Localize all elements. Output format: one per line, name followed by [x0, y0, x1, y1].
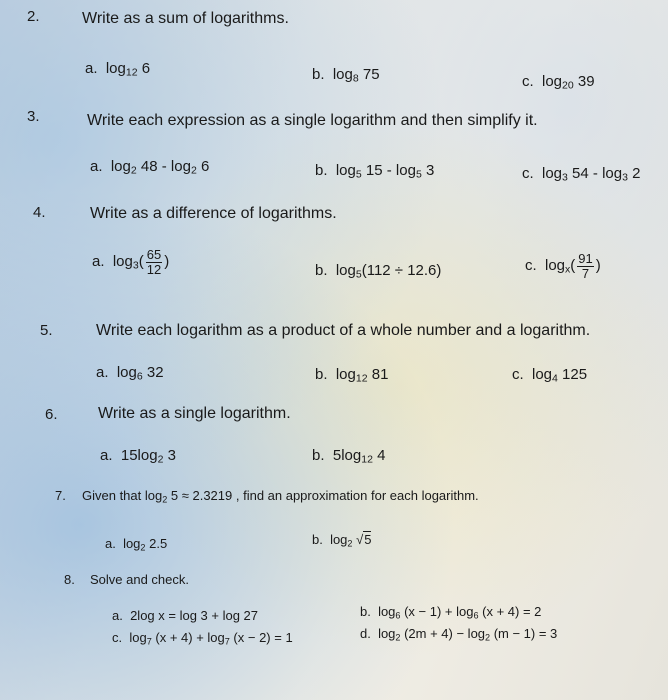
problem-3b: b. $\log_5 15 - \log_5 3$ — [315, 162, 435, 181]
square-root-icon: √5 — [356, 532, 372, 547]
problem-4-number: 4. — [33, 204, 46, 221]
problem-8-heading: Solve and check. — [90, 572, 190, 587]
problem-6b: b. $5\log_{12}$ 4 — [312, 447, 386, 466]
problem-5b: b. $\log_{12} 81$ — [315, 366, 389, 385]
problem-2c: c. $\log_{20} 39$ — [522, 73, 595, 92]
problem-8d: d. $\log_2 (2m + 4) - \log_2 (m - 1) = 3$ — [360, 626, 558, 643]
problem-3-number: 3. — [27, 108, 40, 125]
problem-8-number: 8. — [64, 572, 75, 587]
problem-7b: b. $\log_2 √5$ — [312, 532, 372, 549]
problem-2a: a. $\log_{12} 6$ — [85, 60, 151, 79]
problem-6-heading: Write as a single logarithm. — [98, 405, 291, 422]
problem-2b: b. $\log_8 75$ — [312, 66, 380, 85]
fraction-4a: $\frac{65}{12}$ — [146, 247, 162, 277]
problem-4-heading: Write as a difference of logarithms. — [90, 205, 337, 222]
problem-5a: a. $\log_6 32$ — [96, 364, 164, 383]
problem-7-heading: Given that $\log_2 5 \approx 2.3219$ , find an approximation for each logarithm. — [82, 488, 479, 505]
problem-5-number: 5. — [40, 322, 53, 339]
problem-5c: c. $\log_4 125$ — [512, 366, 588, 385]
problem-8b: b. $\log_6 (x - 1) + \log_6 (x + 4) = 2$ — [360, 604, 542, 621]
problem-6-number: 6. — [45, 406, 58, 423]
problem-2-number: 2. — [27, 8, 40, 25]
problem-2-heading: Write as a sum of logarithms. — [82, 10, 289, 27]
problem-5-heading: Write each logarithm as a product of a whole number and a logarithm. — [96, 322, 591, 339]
problem-8c: c. $\log_7 (x + 4) + \log_7 (x - 2) = 1$ — [112, 630, 293, 647]
fraction-4c: $\frac{91}{7}$ — [578, 251, 593, 281]
problem-8a: a. 2log x = log 3 + log 27 — [112, 608, 259, 623]
problem-4b: b. $\log_5(112 \div 12.6)$ — [315, 262, 442, 281]
problem-3a: a. $\log_2 48 - \log_2 6$ — [90, 158, 210, 177]
problem-7a: a. $\log_2 2.5$ — [105, 536, 168, 553]
problem-4c: c. $\log_x$( $\frac{91}{7}$ ) — [525, 251, 601, 281]
problem-6a: a. $15\log_2$ 3 — [100, 447, 176, 466]
problem-3c: c. $\log_3 54 - \log_3 2$ — [522, 165, 641, 184]
problem-3-heading: Write each expression as a single logarithm and then simplify it. — [87, 112, 538, 129]
problem-7-number: 7. — [55, 488, 66, 503]
problem-4a: a. $\log_3$( $\frac{65}{12}$ ) — [92, 247, 170, 277]
